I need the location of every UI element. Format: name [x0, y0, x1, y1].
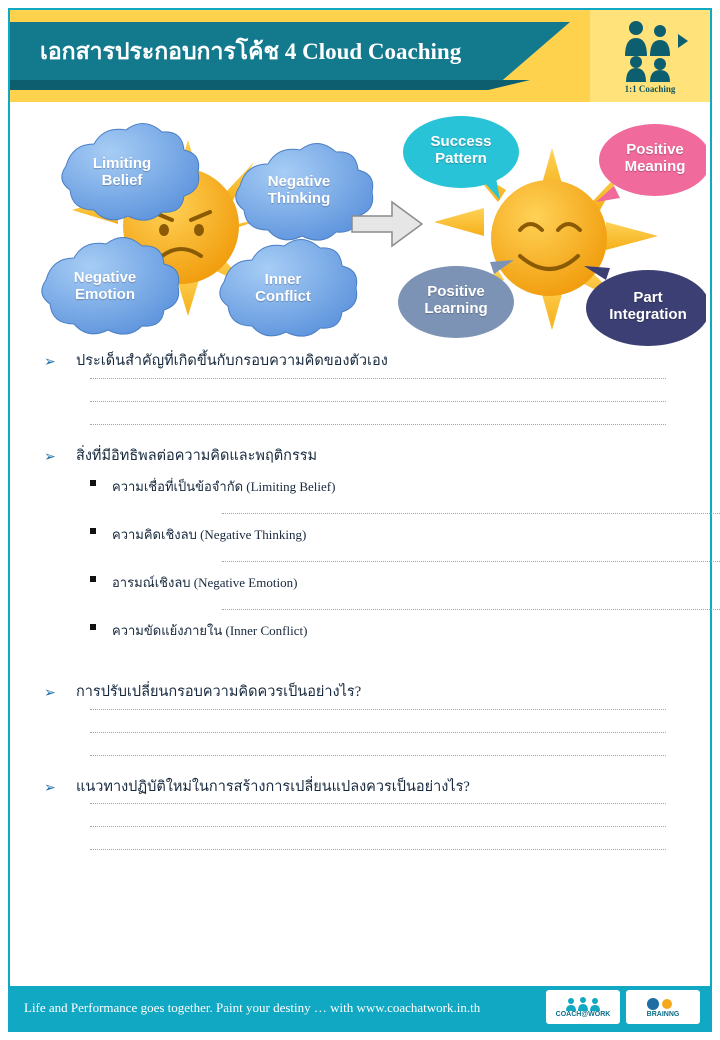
question-text: สิ่งที่มีอิทธิพลต่อความคิดและพฤติกรรม: [76, 447, 318, 464]
answer-line[interactable]: [90, 755, 666, 756]
question-block-1: [0, 352, 720, 372]
sub-item-inner-conflict: [90, 620, 720, 641]
bubble-label-line1: Positive: [427, 283, 485, 300]
bubble-label-line2: Pattern: [435, 149, 487, 167]
bubble-positive-learning: [398, 260, 514, 338]
bubble-positive-meaning: [596, 124, 706, 202]
brainng-label: BRAINNG: [646, 1010, 680, 1018]
footer-logos: [546, 990, 700, 1024]
page-title: เอกสารประกอบการโค้ช 4 Cloud Coaching: [40, 39, 462, 64]
question-text: ประเด็นสำคัญที่เกิดขึ้นกับกรอบความคิดของตัวเอง: [76, 353, 388, 369]
page-header: [10, 10, 710, 102]
question-block-2: [0, 447, 720, 467]
answer-line[interactable]: [90, 732, 666, 733]
coaching-logo: [598, 16, 702, 96]
brainng-logo: [626, 990, 700, 1024]
question-text: การปรับเปลี่ยนกรอบความคิดควรเป็นอย่างไร?: [76, 684, 362, 701]
sub-item-negative-thinking: [90, 524, 720, 562]
cloud-label-line1: Inner: [264, 271, 302, 288]
footer-tagline: Life and Performance goes together. Paint your destiny … with www.coachatwork.in.th: [24, 1000, 481, 1015]
cloud-label-line2: Emotion: [75, 285, 135, 303]
answer-line[interactable]: [222, 561, 720, 562]
bubble-label-line2: Integration: [609, 305, 687, 323]
cloud-negative-emotion: [42, 237, 179, 334]
answer-line[interactable]: [90, 401, 666, 402]
coach-at-work-label: COACH@WORK: [555, 1010, 611, 1018]
question-block-4: [0, 778, 720, 798]
people-group-icon: [563, 997, 603, 1011]
arrow-bullet-icon: ➢: [44, 778, 56, 795]
answer-lines-1[interactable]: [0, 378, 720, 425]
cloud-limiting-belief: [62, 123, 199, 220]
cloud-label-line1: Limiting: [92, 155, 152, 172]
square-bullet-icon: [90, 480, 96, 486]
cloud-label-line2: Conflict: [255, 287, 311, 305]
cloud-label-line2: Belief: [101, 171, 143, 189]
logo-caption: 1:1 Coaching: [624, 84, 676, 94]
arrow-bullet-icon: ➢: [44, 684, 56, 701]
cloud-inner-conflict: [220, 239, 357, 336]
illustration-svg: [14, 104, 706, 352]
brain-icon: [643, 997, 683, 1011]
two-people-icon: [598, 16, 702, 82]
worksheet-content: [0, 352, 720, 872]
square-bullet-icon: [90, 528, 96, 534]
arrow-bullet-icon: ➢: [44, 353, 56, 369]
answer-line[interactable]: [90, 424, 666, 425]
bubble-label-line2: Learning: [424, 299, 488, 317]
answer-line[interactable]: [90, 826, 666, 827]
answer-line[interactable]: [222, 513, 720, 514]
sub-item-label: ความเชื่อที่เป็นข้อจำกัด (Limiting Belief): [112, 479, 336, 495]
bubble-label-line1: Part: [633, 289, 663, 306]
four-cloud-illustration: [14, 104, 706, 352]
bubble-part-integration: [584, 266, 706, 346]
sub-item-limiting-belief: [90, 476, 720, 514]
arrow-bullet-icon: ➢: [44, 447, 56, 464]
answer-line[interactable]: [222, 609, 720, 610]
header-teal-shadow-band: [10, 80, 530, 90]
cloud-label-line2: Thinking: [267, 189, 331, 207]
answer-line[interactable]: [90, 849, 666, 850]
answer-line[interactable]: [90, 803, 666, 804]
answer-lines-4[interactable]: [0, 803, 720, 850]
sub-item-label: ความขัดแย้งภายใน (Inner Conflict): [112, 623, 308, 639]
sub-item-negative-emotion: [90, 572, 720, 610]
answer-line[interactable]: [90, 378, 666, 379]
question-block-3: [0, 683, 720, 703]
square-bullet-icon: [90, 576, 96, 582]
cloud-label-line1: Negative: [73, 269, 137, 286]
answer-line[interactable]: [90, 709, 666, 710]
answer-lines-3[interactable]: [0, 709, 720, 756]
coach-at-work-logo: [546, 990, 620, 1024]
sub-item-label: อารมณ์เชิงลบ (Negative Emotion): [112, 575, 298, 591]
bubble-label-line1: Positive: [626, 141, 684, 158]
bubble-label-line1: Success: [430, 133, 492, 150]
bubble-label-line2: Meaning: [624, 157, 686, 175]
question-text: แนวทางปฏิบัติใหม่ในการสร้างการเปลี่ยนแปลงควรเป็นอย่างไร?: [76, 778, 470, 795]
page-footer: [10, 986, 710, 1030]
square-bullet-icon: [90, 624, 96, 630]
cloud-label-line1: Negative: [267, 173, 331, 190]
sub-item-label: ความคิดเชิงลบ (Negative Thinking): [112, 527, 307, 543]
